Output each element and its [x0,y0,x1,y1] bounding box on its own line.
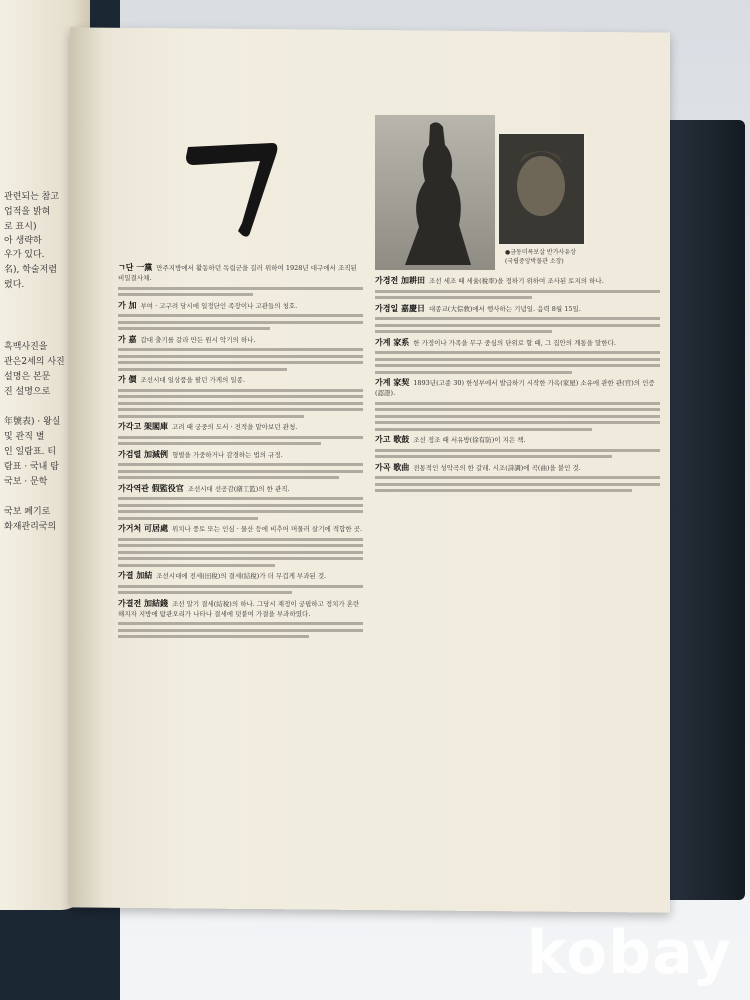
entry-definition: 형벌을 가중하거나 감경하는 법의 규정. [171,450,283,459]
left-page-text-line: 및 관직 별 [4,432,45,442]
entry-definition: 전통적인 성악곡의 한 갈래. 시조(詩調)에 곡(曲)을 붙인 것. [413,463,581,472]
text-line-filler [375,317,660,320]
entry-headword: 가결전 加結錢 [118,597,168,608]
text-line-filler [375,489,632,492]
sculpture-closeup-photo [497,132,586,246]
text-line-filler [375,402,660,405]
photo-caption: ●금동미륵보살 반가사유상 (국립중앙박물관 소장) [505,249,576,265]
left-page-text-line: 업적을 밝혀 [4,207,51,217]
text-line-filler [118,510,363,513]
entry-definition: 만주지방에서 활동하던 독립군을 길러 위하여 1928년 대구에서 조직된 비밀결사체. [118,264,357,282]
text-line-filler [118,585,363,588]
dictionary-entry [375,303,660,334]
entry-headword: 가고 歌鼓 [375,434,410,444]
text-line-filler [375,351,660,354]
book-cover-right [660,120,745,900]
text-line-filler [375,290,660,293]
left-page-text-line: 우가 있다. [4,250,45,260]
text-line-filler [118,348,363,351]
entry-definition: 1893년(고종 30) 한성부에서 발급하기 시작한 가옥(家屋) 소유에 관한 관(官)의 인증(認證). [375,379,655,397]
text-line-filler [375,428,592,431]
entry-definition: 갑대 출기를 갈라 만든 원시 악기의 하나. [140,335,256,344]
text-line-filler [118,544,363,547]
entry-definition: 조선 말기 결세(結稅)의 하나. 그당시 재정이 궁핍하고 정치가 혼란해지자 지방에 탐관오리가 나타나 결세에 덧붙여 가결을 부과하였다. [118,599,360,618]
dictionary-column-left [118,262,363,642]
entry-definition: 한 가정이나 가족을 무구 중심의 단위로 할 때, 그 집안의 계통을 말한다. [413,338,616,347]
text-line-filler [118,408,363,411]
text-line-filler [118,591,292,594]
entry-headword: 가곡 歌曲 [375,461,410,472]
dictionary-entry [118,598,363,639]
left-page-text-line: 흑백사진을 [4,342,48,352]
entry-headword: 가거처 可居處 [118,523,168,533]
dictionary-column-right [375,275,660,496]
text-line-filler [375,476,660,479]
text-line-filler [375,330,552,333]
left-page-text-line: 렸다. [4,280,25,290]
text-line-filler [375,408,660,411]
text-line-filler [118,470,363,473]
entry-headword: 가 嘉 [118,333,137,344]
dictionary-entry [375,377,660,431]
left-page-text-line: 화재관리국의 [4,522,57,532]
entry-headword: ㄱ단 一黨 [118,262,153,272]
heading-character [180,135,290,245]
dictionary-entry [375,337,660,374]
left-page-text-line: 국보 폐기로 [4,507,51,517]
left-page-text-line: 年號表) · 왕실 [4,417,61,427]
text-line-filler [118,436,363,439]
text-line-filler [118,321,363,324]
entry-headword: 가검렬 加減例 [118,448,168,459]
left-page-text-line: 인 일람표. 티 [4,447,57,457]
text-line-filler [375,358,660,361]
entry-definition: 조선시대 선공감(繕工監)의 한 관직. [187,484,290,493]
text-line-filler [375,455,612,458]
text-line-filler [375,421,660,424]
entry-headword: 가결 加結 [118,570,153,580]
entry-headword: 가 加 [118,299,137,310]
dictionary-entry [375,462,660,493]
entry-headword: 가각역관 假監役官 [118,482,184,493]
text-line-filler [375,449,660,452]
dictionary-entry [118,374,363,418]
text-line-filler [118,368,287,371]
text-line-filler [375,415,660,418]
text-line-filler [375,296,532,299]
text-line-filler [118,389,363,392]
left-page-text-line: 관은2세의 사진 [4,357,65,367]
dictionary-entry [118,262,363,296]
entry-definition: 조선시대 일상품을 팔던 가게의 일종. [140,376,246,384]
dictionary-entry [118,449,363,480]
entry-headword: 가각고 架閣庫 [118,421,168,431]
text-line-filler [118,635,309,638]
text-line-filler [118,504,363,507]
left-page-text-line: 名), 학술저렴 [4,265,58,275]
entry-definition: 고려 때 궁중의 도서 · 전적을 맡아보던 관청. [171,423,298,431]
dictionary-entry [118,483,363,520]
watermark-logo: kobay [526,918,732,988]
dictionary-entry [375,434,660,458]
entry-headword: 가경일 嘉慶日 [375,302,425,313]
dictionary-entry [118,334,363,371]
entry-headword: 가경전 加耕田 [375,275,425,285]
left-page-text-line: 람표 · 국내 탐 [4,462,59,472]
dictionary-entry [118,421,363,445]
text-line-filler [118,551,363,554]
text-line-filler [118,355,363,358]
text-line-filler [118,415,304,418]
entry-definition: 조선 정조 때 서유방(徐有防)이 지은 책. [413,436,526,444]
text-line-filler [375,371,572,374]
left-page-text-line: 국보 · 문학 [4,477,48,487]
text-line-filler [375,364,660,367]
entry-definition: 위치나 풍토 또는 인심 · 물산 등에 비추어 머물러 살기에 적합한 곳. [171,525,363,533]
entry-definition: 대종교(大倧敎)에서 행사하는 기념일. 음력 8월 15일. [428,304,581,313]
entry-definition: 조선시대에 전세(田稅)의 결세(結稅)가 더 무겁게 부과된 것. [156,572,327,580]
text-line-filler [118,497,363,500]
text-line-filler [118,314,363,317]
sculpture-photo [375,115,495,270]
left-page-text-line: 관련되는 참고 [4,192,60,202]
text-line-filler [118,538,363,541]
text-line-filler [118,293,253,296]
entry-headword: 가계 家契 [375,377,410,387]
entry-headword: 가계 家系 [375,336,410,347]
text-line-filler [118,327,270,330]
text-line-filler [118,622,363,625]
entry-definition: 부여 · 고구려 당시에 일정단인 족장이나 고관들의 칭호. [140,301,298,310]
dictionary-entry [118,523,363,567]
text-line-filler [118,557,363,560]
text-line-filler [118,629,363,632]
text-line-filler [118,517,258,520]
text-line-filler [118,402,363,405]
entry-headword: 가 價 [118,374,137,384]
text-line-filler [118,361,363,364]
dictionary-entry [118,300,363,331]
text-line-filler [118,564,275,567]
entry-definition: 조선 세조 때 세율(稅率)을 정하기 위하여 조사된 토지의 하나. [428,277,604,285]
dictionary-entry [118,570,363,594]
left-page-text-line: 아 생략하 [4,236,42,246]
text-line-filler [118,287,363,290]
left-page-text-line: 로 표시) [4,222,37,232]
left-page-text-line: 진 설명으로 [4,387,51,397]
text-line-filler [118,463,363,466]
text-line-filler [118,476,339,479]
text-line-filler [118,395,363,398]
left-page-text-line: 설명은 본문 [4,372,51,382]
text-line-filler [375,483,660,486]
text-line-filler [118,442,321,445]
dictionary-entry [375,275,660,299]
text-line-filler [375,324,660,327]
